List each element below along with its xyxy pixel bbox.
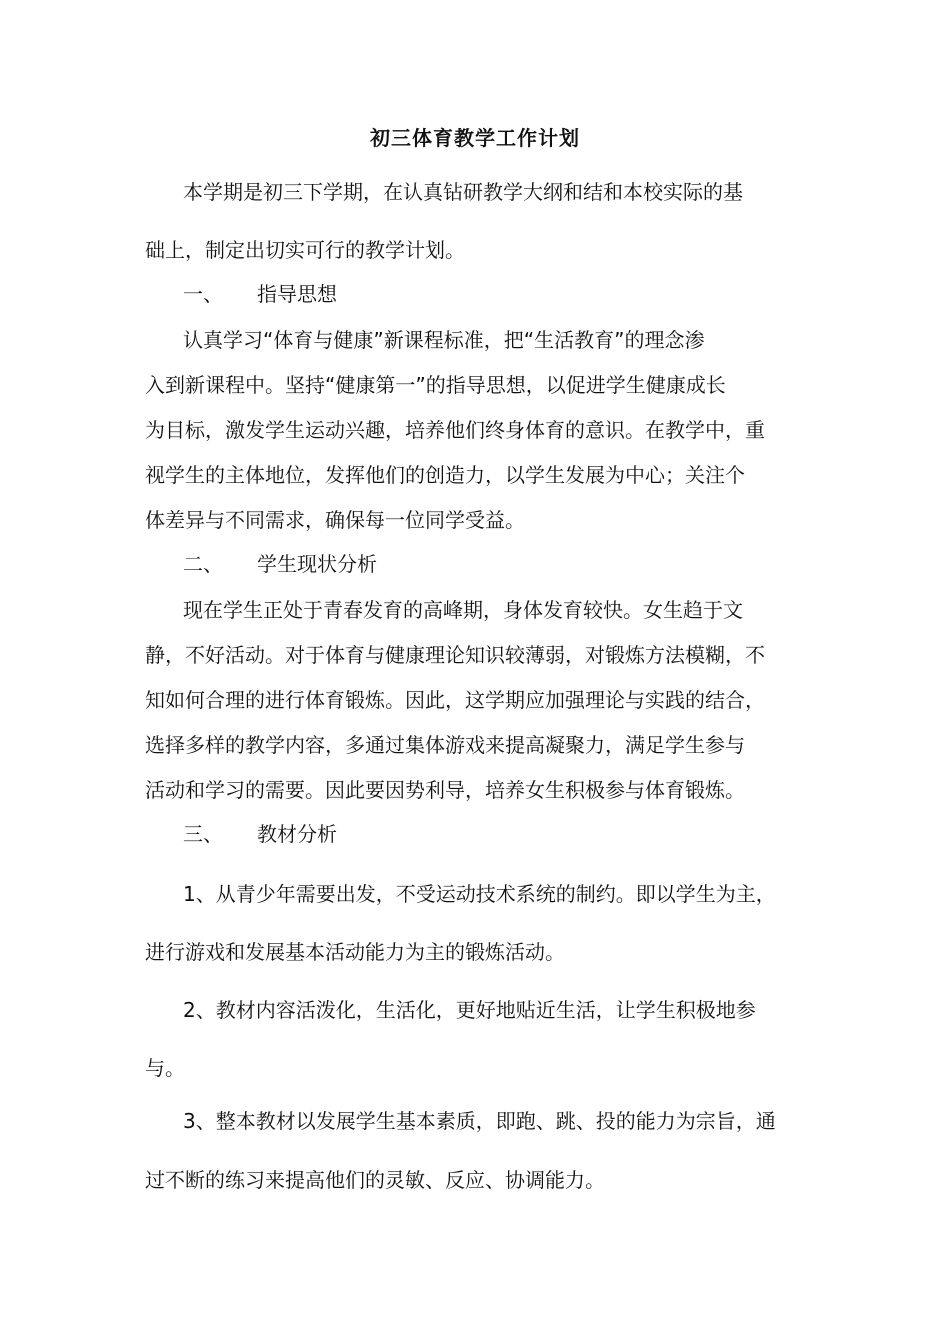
section-number: 二、 [183,552,223,576]
section-number: 三、 [183,822,223,846]
paragraph-line: 静，不好活动。对于体育与健康理论知识较薄弱，对锻炼方法模糊，不 [145,643,765,667]
list-item-3: 3、整本教材以发展学生基本素质，即跑、跳、投的能力为宗旨，通 [183,1109,776,1133]
list-item-2: 2、教材内容活泼化，生活化，更好地贴近生活，让学生积极地参 [183,998,756,1022]
section-heading-1 [183,280,337,308]
list-item-1: 1、从青少年需要出发，不受运动技术系统的制约。即以学生为主， [183,882,776,906]
intro-line-2: 础上，制定出切实可行的教学计划。 [145,238,465,262]
section-number: 一、 [183,282,223,306]
section-title: 教材分析 [257,822,337,846]
list-item-3-cont: 过不断的练习来提高他们的灵敏、反应、协调能力。 [145,1168,605,1192]
page-title: 初三体育教学工作计划 [370,126,580,150]
paragraph-line: 知如何合理的进行体育锻炼。因此，这学期应加强理论与实践的结合， [145,688,765,712]
section-heading-2 [183,550,377,578]
list-item-1-cont: 进行游戏和发展基本活动能力为主的锻炼活动。 [145,940,565,964]
section-title: 学生现状分析 [257,552,377,576]
paragraph-line: 为目标，激发学生运动兴趣，培养他们终身体育的意识。在教学中，重 [145,418,765,442]
paragraph-line: 活动和学习的需要。因此要因势利导，培养女生积极参与体育锻炼。 [145,778,745,802]
paragraph-line: 视学生的主体地位，发挥他们的创造力，以学生发展为中心；关注个 [145,463,745,487]
section-heading-3 [183,820,337,848]
list-item-2-cont: 与。 [145,1056,185,1080]
paragraph-line: 入到新课程中。坚持“健康第一”的指导思想，以促进学生健康成长 [145,373,726,397]
intro-line-1: 本学期是初三下学期，在认真钻研教学大纲和结和本校实际的基 [183,180,743,204]
paragraph-line: 认真学习“体育与健康”新课程标准，把“生活教育”的理念渗 [183,328,705,352]
paragraph-line: 现在学生正处于青春发育的高峰期，身体发育较快。女生趋于文 [183,598,743,622]
paragraph-line: 体差异与不同需求，确保每一位同学受益。 [145,508,525,532]
paragraph-line: 选择多样的教学内容，多通过集体游戏来提高凝聚力，满足学生参与 [145,733,745,757]
section-title: 指导思想 [257,282,337,306]
